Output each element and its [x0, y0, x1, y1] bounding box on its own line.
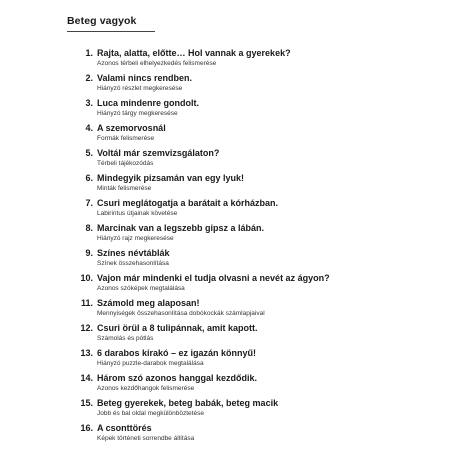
entry-number: 3. [85, 98, 93, 108]
entry-title: Vajon már mindenki el tudja olvasni a nevét az ágyon? [97, 273, 330, 283]
entry-title: Beteg gyerekek, beteg babák, beteg macik [97, 398, 279, 408]
toc-entry-15 [0, 398, 456, 423]
toc-entry-4 [0, 123, 456, 148]
entry-subtitle: Minták felismerése [97, 185, 152, 192]
entry-number: 9. [85, 248, 93, 258]
entry-subtitle: Azonos kezdőhangok felismerése [97, 385, 195, 392]
entry-subtitle: Formák felismerése [97, 135, 155, 142]
toc-entry-16 [0, 423, 456, 448]
toc-entry-13 [0, 348, 456, 373]
entry-title: Színes névtáblák [97, 248, 170, 258]
table-of-contents [0, 48, 456, 448]
toc-entry-1 [0, 48, 456, 73]
entry-number: 16. [80, 423, 93, 433]
entry-subtitle: Színek összehasonlítása [97, 260, 169, 267]
entry-number: 2. [85, 73, 93, 83]
entry-subtitle: Mennyiségek összehasonlítása dobókockák számlapjaival [97, 310, 265, 317]
entry-title: Számold meg alaposan! [97, 298, 200, 308]
entry-title: Valami nincs rendben. [97, 73, 193, 83]
entry-title: Három szó azonos hanggal kezdődik. [97, 373, 258, 383]
entry-subtitle: Azonos térbeli elhelyezkedés felismerése [97, 60, 217, 67]
entry-title: A szemorvosnál [97, 123, 166, 133]
entry-number: 4. [85, 123, 93, 133]
entry-number: 10. [80, 273, 93, 283]
entry-subtitle: Labirintus útjainak követése [97, 210, 178, 217]
entry-number: 11. [80, 298, 93, 308]
toc-entry-11 [0, 298, 456, 323]
entry-title: Luca mindenre gondolt. [97, 98, 200, 108]
entry-subtitle: Számolás és pótlás [97, 335, 154, 342]
entry-number: 13. [80, 348, 93, 358]
entry-title: Marcinak van a legszebb gipsz a lábán. [97, 223, 265, 233]
entry-subtitle: Azonos szóképek megtalálása [97, 285, 185, 292]
toc-entry-9 [0, 248, 456, 273]
entry-subtitle: Hiányzó részlet megkeresése [97, 85, 183, 92]
entry-number: 14. [80, 373, 93, 383]
entry-number: 7. [85, 198, 93, 208]
entry-title: Mindegyik pizsamán van egy lyuk! [97, 173, 245, 183]
entry-number: 6. [85, 173, 93, 183]
entry-title: Csuri örül a 8 tulipánnak, amit kapott. [97, 323, 258, 333]
toc-entry-7 [0, 198, 456, 223]
entry-subtitle: Hiányzó tárgy megkeresése [97, 110, 178, 117]
page-title: Beteg vagyok [67, 15, 137, 27]
entry-title: Voltál már szemvizsgálaton? [97, 148, 220, 158]
entry-title: Rajta, alatta, előtte… Hol vannak a gyerekek? [97, 48, 291, 58]
toc-entry-2 [0, 73, 456, 98]
toc-entry-14 [0, 373, 456, 398]
entry-number: 8. [85, 223, 93, 233]
entry-subtitle: Képek történeti sorrendbe állítása [97, 435, 195, 442]
entry-number: 15. [80, 398, 93, 408]
entry-title: 6 darabos kirakó – ez igazán könnyű! [97, 348, 257, 358]
toc-entry-10 [0, 273, 456, 298]
entry-number: 12. [80, 323, 93, 333]
entry-title: A csonttörés [97, 423, 152, 433]
title-underline [67, 31, 155, 32]
toc-entry-3 [0, 98, 456, 123]
entry-subtitle: Térbeli tájékozódás [97, 160, 154, 167]
toc-entry-8 [0, 223, 456, 248]
entry-subtitle: Hiányzó puzzle-darabok megtalálása [97, 360, 204, 367]
toc-entry-12 [0, 323, 456, 348]
entry-number: 5. [85, 148, 93, 158]
entry-subtitle: Jobb és bal oldal megkülönböztetése [97, 410, 204, 417]
entry-title: Csuri meglátogatja a barátait a kórházban. [97, 198, 279, 208]
toc-entry-6 [0, 173, 456, 198]
entry-number: 1. [85, 48, 93, 58]
entry-subtitle: Hiányzó rajz megkeresése [97, 235, 174, 242]
toc-entry-5 [0, 148, 456, 173]
